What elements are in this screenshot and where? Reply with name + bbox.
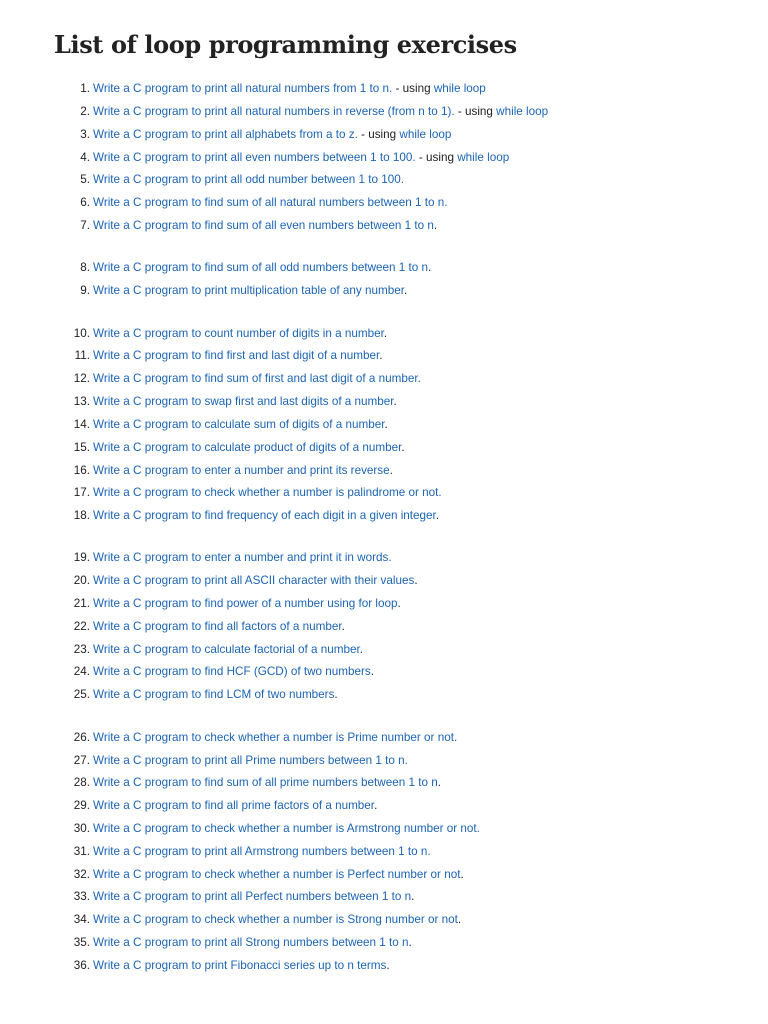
list-item (0, 347, 768, 365)
list-item-number: 20. (73, 574, 90, 587)
list-item (0, 171, 768, 189)
exercise-link[interactable]: Write a C program to find LCM of two numbers (93, 688, 335, 701)
list-item-number: 28. (73, 776, 90, 789)
list-item (0, 820, 768, 838)
exercise-link[interactable]: Write a C program to print Fibonacci series up to n terms (93, 959, 387, 972)
list-item (0, 416, 768, 434)
exercise-link[interactable]: Write a C program to print all ASCII character with their values (93, 574, 415, 587)
exercise-link[interactable]: Write a C program to print all natural numbers in reverse (from n to 1). (93, 105, 455, 118)
trailing-period: . (411, 890, 415, 903)
trailing-period: . (386, 959, 390, 972)
list-item-number: 2. (80, 105, 90, 118)
trailing-period: . (460, 868, 464, 881)
list-item-content (93, 686, 338, 704)
list-item (0, 729, 768, 747)
trailing-period: . (370, 665, 375, 678)
list-item-content (93, 126, 451, 144)
list-item-content (93, 171, 404, 189)
exercise-link[interactable]: Write a C program to print all natural numbers from 1 to n. (93, 82, 393, 95)
exercise-link[interactable]: Write a C program to check whether a number is Perfect number or not (93, 868, 461, 881)
list-item-content (93, 416, 388, 434)
trailing-period: . (401, 441, 405, 454)
list-item-content (93, 595, 401, 613)
list-item-content (93, 934, 412, 952)
list-item (0, 484, 768, 502)
list-item-content (93, 507, 439, 525)
list-item-number: 22. (73, 620, 90, 633)
exercise-link[interactable]: Write a C program to find sum of all even numbers between 1 to n (93, 219, 434, 232)
page-title: List of loop programming exercises (54, 30, 517, 59)
list-item-number: 16. (73, 464, 90, 477)
list-item-content (93, 103, 548, 121)
trailing-period: . (403, 284, 408, 297)
list-item (0, 370, 768, 388)
list-item-number: 32. (73, 868, 90, 881)
trailing-period: . (433, 219, 438, 232)
exercise-link[interactable]: Write a C program to calculate product of digits of a number (93, 441, 402, 454)
list-item-number: 4. (80, 151, 90, 164)
using-separator: - using (357, 128, 400, 141)
list-item-content (93, 370, 421, 388)
list-item (0, 866, 768, 884)
list-item-content (93, 484, 442, 502)
list-item-number: 33. (73, 890, 90, 903)
list-item-number: 24. (73, 665, 90, 678)
while-loop-link[interactable]: while loop (433, 82, 486, 95)
list-item-number: 25. (73, 688, 90, 701)
list-item (0, 641, 768, 659)
list-item-number: 10. (73, 327, 90, 340)
list-item-number: 34. (73, 913, 90, 926)
list-item (0, 282, 768, 300)
exercise-link[interactable]: Write a C program to check whether a number is Armstrong number or not. (93, 822, 480, 835)
exercise-link[interactable]: Write a C program to enter a number and print its reverse (93, 464, 390, 477)
trailing-period: . (359, 643, 364, 656)
list-item (0, 957, 768, 975)
list-item-content (93, 911, 461, 929)
list-item-content (93, 194, 447, 212)
using-separator: - using (392, 82, 434, 95)
list-item-number: 3. (80, 128, 90, 141)
trailing-period: . (374, 799, 378, 812)
list-item (0, 126, 768, 144)
exercise-link[interactable]: Write a C program to find sum of all natural numbers between 1 to n. (93, 196, 448, 209)
list-item-number: 11. (74, 349, 90, 362)
list-item-number: 29. (73, 799, 90, 812)
trailing-period: . (393, 395, 397, 408)
exercise-link[interactable]: Write a C program to print all alphabets from a to z. (93, 128, 358, 141)
list-item (0, 103, 768, 121)
list-item-content (93, 549, 392, 567)
exercise-link[interactable]: Write a C program to print all Perfect numbers between 1 to n (93, 890, 412, 903)
trailing-period: . (457, 913, 462, 926)
list-item-number: 1. (80, 82, 90, 95)
trailing-period: . (428, 261, 432, 274)
list-item-content (93, 957, 390, 975)
list-item-content (93, 217, 437, 235)
list-item-content (93, 439, 405, 457)
list-item-number: 18. (73, 509, 90, 522)
exercise-link[interactable]: Write a C program to find frequency of each digit in a given integer (93, 509, 436, 522)
list-item (0, 462, 768, 480)
exercise-link[interactable]: Write a C program to find first and last digit of a number (93, 349, 380, 362)
list-item-content (93, 866, 464, 884)
list-item (0, 618, 768, 636)
list-item-content (93, 393, 397, 411)
list-item (0, 217, 768, 235)
list-item (0, 439, 768, 457)
list-item (0, 507, 768, 525)
trailing-period: . (379, 349, 383, 362)
list-item-number: 15. (73, 441, 90, 454)
exercise-link[interactable]: Write a C program to find sum of all odd numbers between 1 to n (93, 261, 428, 274)
list-item-content (93, 663, 374, 681)
exercise-link[interactable]: Write a C program to check whether a number is Prime number or not. (93, 731, 458, 744)
list-item-content (93, 641, 363, 659)
list-item-number: 14. (73, 418, 90, 431)
list-item-number: 12. (73, 372, 90, 385)
list-item-content (93, 774, 441, 792)
list-item (0, 934, 768, 952)
list-item-number: 23. (73, 643, 90, 656)
list-item-content (93, 347, 383, 365)
list-item-number: 27. (73, 754, 90, 767)
list-item-content (93, 820, 480, 838)
list-item (0, 774, 768, 792)
list-item-content (93, 797, 377, 815)
list-item (0, 797, 768, 815)
list-item-content (93, 325, 387, 343)
list-item-number: 5. (80, 173, 90, 186)
list-item-number: 26. (73, 731, 90, 744)
list-item-number: 19. (73, 551, 90, 564)
list-item (0, 572, 768, 590)
list-item-content (93, 80, 486, 98)
list-item-number: 13. (73, 395, 90, 408)
list-item-content (93, 259, 431, 277)
list-item (0, 911, 768, 929)
trailing-period: . (397, 597, 401, 610)
exercise-link[interactable]: Write a C program to print all even numbers between 1 to 100. (93, 151, 416, 164)
list-item-number: 35. (73, 936, 90, 949)
exercise-link[interactable]: Write a C program to enter a number and print it in words. (93, 551, 392, 564)
exercise-link[interactable]: Write a C program to print all odd number between 1 to 100. (93, 173, 404, 186)
list-item-number: 31. (73, 845, 90, 858)
list-item-content (93, 888, 414, 906)
list-item (0, 194, 768, 212)
list-item (0, 259, 768, 277)
exercise-link[interactable]: Write a C program to find power of a number using for loop (93, 597, 398, 610)
exercise-link[interactable]: Write a C program to print all Armstrong numbers between 1 to n. (93, 845, 431, 858)
exercise-link[interactable]: Write a C program to find all factors of a number (93, 620, 342, 633)
trailing-period: . (383, 327, 388, 340)
trailing-period: . (414, 574, 418, 587)
while-loop-link[interactable]: while loop (457, 151, 510, 164)
list-item-content (93, 282, 407, 300)
exercise-link[interactable]: Write a C program to print all Prime numbers between 1 to n. (93, 754, 408, 767)
list-item (0, 843, 768, 861)
list-item-content (93, 843, 431, 861)
using-separator: - using (415, 151, 458, 164)
list-item-number: 7. (80, 219, 90, 232)
list-item (0, 752, 768, 770)
exercise-link[interactable]: Write a C program to find sum of first and last digit of a number. (93, 372, 421, 385)
list-item-content (93, 752, 408, 770)
list-item-content (93, 462, 393, 480)
list-item (0, 686, 768, 704)
trailing-period: . (389, 464, 393, 477)
exercise-link[interactable]: Write a C program to check whether a number is palindrome or not. (93, 486, 442, 499)
list-item-number: 6. (80, 196, 90, 209)
list-item-content (93, 729, 457, 747)
list-item (0, 393, 768, 411)
trailing-period: . (384, 418, 388, 431)
list-item (0, 325, 768, 343)
exercise-link[interactable]: Write a C program to calculate factorial of a number (93, 643, 360, 656)
list-item (0, 663, 768, 681)
list-item-number: 21. (73, 597, 90, 610)
exercise-link[interactable]: Write a C program to check whether a number is Strong number or not (93, 913, 458, 926)
using-separator: - using (454, 105, 497, 118)
list-item (0, 595, 768, 613)
list-item-number: 9. (80, 284, 90, 297)
exercise-link[interactable]: Write a C program to find HCF (GCD) of two numbers (93, 665, 371, 678)
trailing-period: . (341, 620, 345, 633)
list-item-number: 17. (73, 486, 90, 499)
trailing-period: . (334, 688, 338, 701)
exercise-link[interactable]: Write a C program to find sum of all prime numbers between 1 to n (93, 776, 438, 789)
list-item (0, 549, 768, 567)
list-item-content (93, 149, 509, 167)
list-item-content (93, 618, 345, 636)
trailing-period: . (435, 509, 440, 522)
exercise-link[interactable]: Write a C program to print multiplication table of any number (93, 284, 404, 297)
list-item (0, 149, 768, 167)
exercise-link[interactable]: Write a C program to find all prime factors of a number (93, 799, 375, 812)
list-item (0, 80, 768, 98)
list-item-number: 8. (80, 261, 90, 274)
list-item-number: 36. (73, 959, 90, 972)
exercise-link[interactable]: Write a C program to calculate sum of digits of a number (93, 418, 385, 431)
exercise-link[interactable]: Write a C program to swap first and last digits of a number (93, 395, 394, 408)
trailing-period: . (437, 776, 441, 789)
trailing-period: . (408, 936, 412, 949)
exercise-link[interactable]: Write a C program to count number of digits in a number (93, 327, 384, 340)
list-item-number: 30. (73, 822, 90, 835)
exercise-link[interactable]: Write a C program to print all Strong numbers between 1 to n (93, 936, 409, 949)
list-item (0, 888, 768, 906)
while-loop-link[interactable]: while loop (399, 128, 452, 141)
list-item-content (93, 572, 418, 590)
while-loop-link[interactable]: while loop (496, 105, 549, 118)
